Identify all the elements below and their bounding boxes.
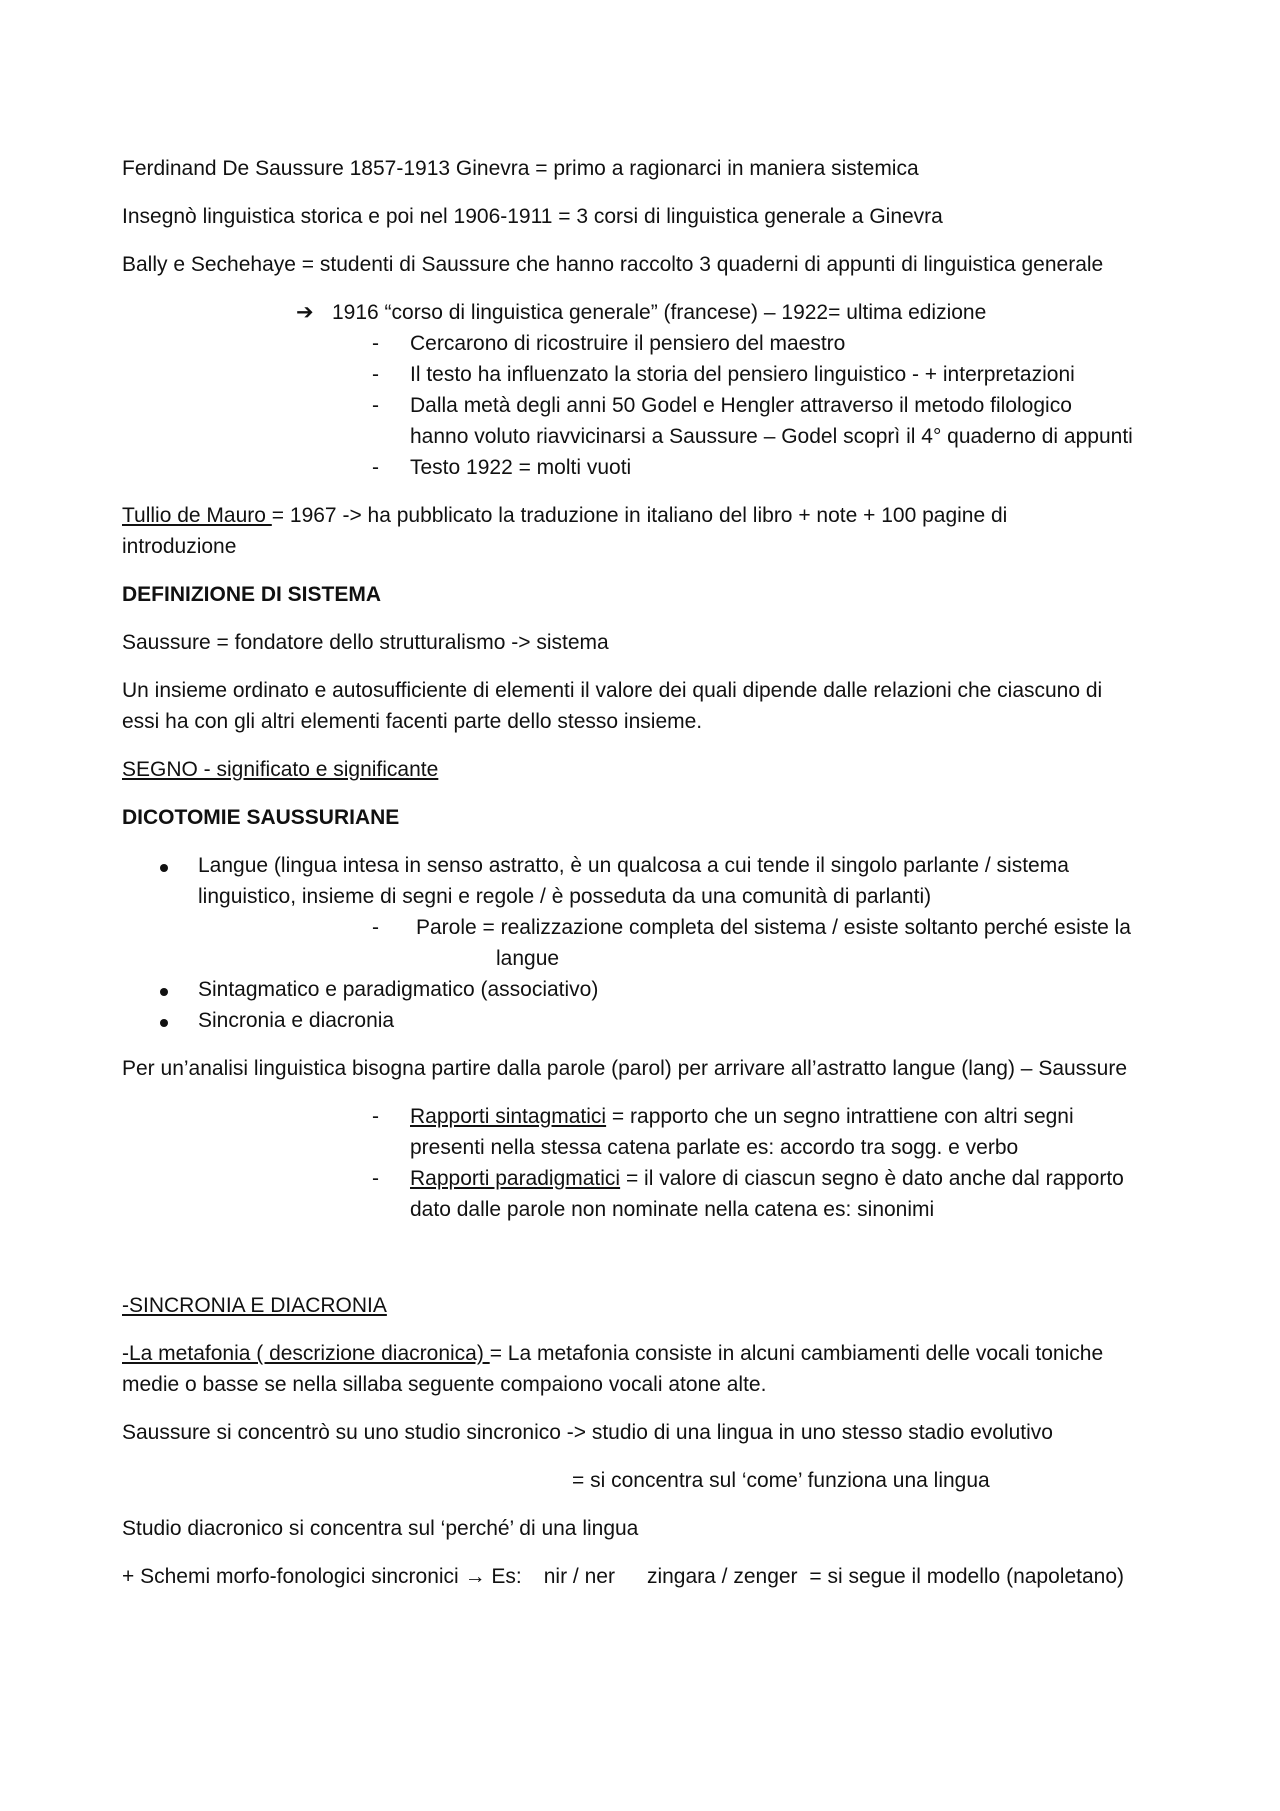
paragraph-metafonia-line2: medie o basse se nella sillaba seguente compaiono vocali atone alte.: [122, 1373, 767, 1396]
dash-icon: -: [372, 916, 379, 939]
paragraph-bally: Bally e Sechehaye = studenti di Saussure che hanno raccolto 3 quaderni di appunti di linguistica generale: [122, 253, 1104, 276]
paragraph-schemi: [122, 1564, 1124, 1590]
bullet-sintagmatico: Sintagmatico e paradigmatico (associativo): [198, 978, 599, 1001]
heading-sincronia-diacronia: -SINCRONIA E DIACRONIA: [122, 1294, 387, 1317]
example-nir-ner: nir / ner: [543, 1565, 615, 1588]
rapporti-sintagmatici: [410, 1104, 1074, 1130]
sub-item-parole: Parole = realizzazione completa del sistema / esiste soltanto perché esiste la: [416, 916, 1131, 939]
dash-icon: -: [372, 363, 379, 386]
list-item: Cercarono di ricostruire il pensiero del maestro: [410, 332, 846, 355]
schemi-es: Es:: [485, 1565, 522, 1588]
rapporti-paradigmatici-label: Rapporti paradigmatici: [410, 1167, 621, 1190]
bullet-icon: [160, 988, 168, 996]
sub-item-parole-line2: langue: [496, 947, 560, 970]
paragraph-analisi: Per un’analisi linguistica bisogna partire dalla parole (parol) per arrivare all’astratto langue (lang) – Saussure: [122, 1057, 1128, 1080]
schemi-text: + Schemi morfo-fonologici sincronici: [122, 1565, 465, 1588]
paragraph-sincronico: Saussure si concentrò su uno studio sincronico -> studio di una lingua in uno stesso stadio evolutivo: [122, 1421, 1053, 1444]
arrow-item-text: 1916 “corso di linguistica generale” (francese) – 1922= ultima edizione: [332, 301, 987, 324]
paragraph-insegno: Insegnò linguistica storica e poi nel 1906-1911 = 3 corsi di linguistica generale a Ginevra: [122, 205, 943, 228]
schemi-rest: = si segue il modello (napoletano): [803, 1565, 1124, 1588]
paragraph-metafonia: [122, 1341, 1103, 1367]
dash-icon: -: [372, 394, 379, 417]
list-item: Il testo ha influenzato la storia del pensiero linguistico - + interpretazioni: [410, 363, 1075, 386]
rapporti-sintagmatici-line2: presenti nella stessa catena parlate es: accordo tra sogg. e verbo: [410, 1136, 1019, 1159]
dash-icon: -: [372, 456, 379, 479]
list-item: Dalla metà degli anni 50 Godel e Hengler attraverso il metodo filologico: [410, 394, 1072, 417]
rapporti-sintagmatici-text: = rapporto che un segno intrattiene con altri segni: [606, 1105, 1074, 1128]
heading-segno: SEGNO - significato e significante: [122, 758, 439, 781]
list-item-continuation: hanno voluto riavvicinarsi a Saussure – Godel scoprì il 4° quaderno di appunti: [410, 425, 1133, 448]
paragraph-definizione-line2: essi ha con gli altri elementi facenti parte dello stesso insieme.: [122, 710, 703, 733]
bullet-icon: [160, 1019, 168, 1027]
paragraph-definizione-line1: Un insieme ordinato e autosufficiente di elementi il valore dei quali dipende dalle relazioni che ciascuno di: [122, 679, 1103, 702]
arrow-icon: ➔: [296, 301, 314, 324]
rapporti-paradigmatici-text: = il valore di ciascun segno è dato anche dal rapporto: [620, 1167, 1124, 1190]
example-zingara-zenger: zingara / zenger: [646, 1565, 798, 1588]
paragraph-saussure-intro: Ferdinand De Saussure 1857-1913 Ginevra = primo a ragionarci in maniera sistemica: [122, 157, 919, 180]
metafonia-label: -La metafonia ( descrizione diacronica): [122, 1342, 490, 1365]
dash-icon: -: [372, 1167, 379, 1190]
de-mauro-text: = 1967 -> ha pubblicato la traduzione in italiano del libro + note + 100 pagine di: [271, 504, 1008, 527]
arrow-right-icon: →: [464, 1565, 486, 1588]
bullet-sincronia: Sincronia e diacronia: [198, 1009, 395, 1032]
paragraph-diacronico: Studio diacronico si concentra sul ‘perché’ di una lingua: [122, 1517, 639, 1540]
de-mauro-name: Tullio de Mauro: [122, 504, 272, 527]
metafonia-text: = La metafonia consiste in alcuni cambiamenti delle vocali toniche: [489, 1342, 1104, 1365]
heading-definizione-sistema: DEFINIZIONE DI SISTEMA: [122, 583, 382, 606]
dash-icon: -: [372, 332, 379, 355]
rapporti-paradigmatici: [410, 1166, 1124, 1192]
paragraph-de-mauro: [122, 503, 1007, 529]
heading-dicotomie: DICOTOMIE SAUSSURIANE: [122, 806, 400, 829]
paragraph-come: = si concentra sul ‘come’ funziona una lingua: [572, 1469, 990, 1492]
list-item: Testo 1922 = molti vuoti: [410, 456, 632, 479]
dash-icon: -: [372, 1105, 379, 1128]
bullet-icon: [160, 864, 168, 872]
bullet-langue-line1: Langue (lingua intesa in senso astratto, è un qualcosa a cui tende il singolo parlante / sistema: [198, 854, 1069, 877]
rapporti-paradigmatici-line2: dato dalle parole non nominate nella catena es: sinonimi: [410, 1198, 935, 1221]
bullet-langue-line2: linguistico, insieme di segni e regole / è posseduta da una comunità di parlanti): [198, 885, 932, 908]
paragraph-strutturalismo: Saussure = fondatore dello strutturalismo -> sistema: [122, 631, 609, 654]
rapporti-sintagmatici-label: Rapporti sintagmatici: [410, 1105, 607, 1128]
paragraph-de-mauro-line2: introduzione: [122, 535, 237, 558]
